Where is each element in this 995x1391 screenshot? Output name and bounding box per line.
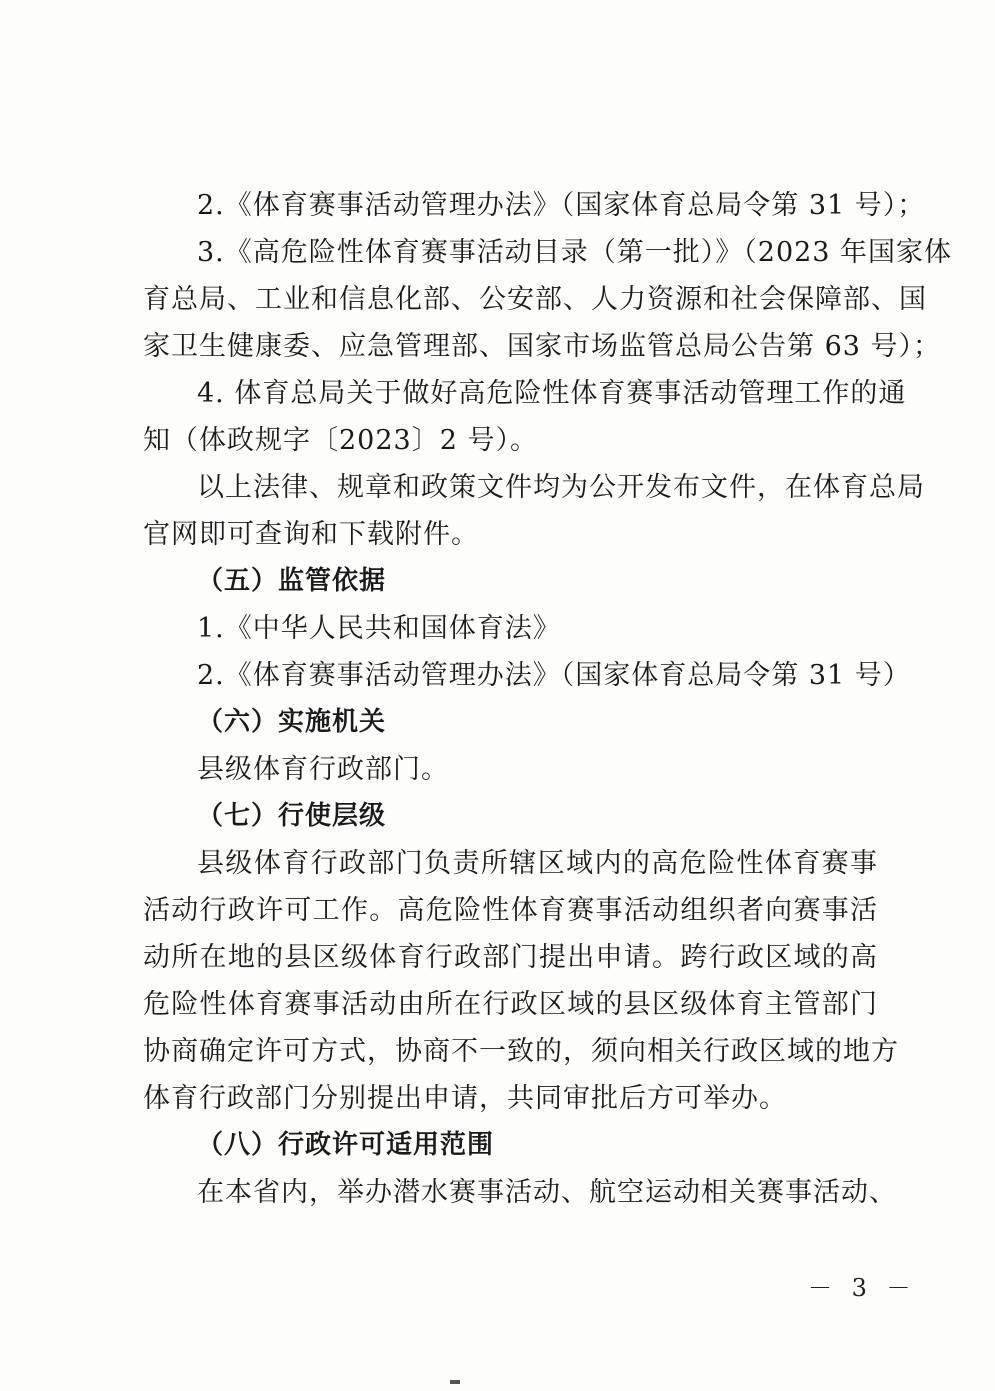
reference-item-3-line-1: 3.《高危险性体育赛事活动目录（第一批）》（2023 年国家体 bbox=[197, 237, 953, 268]
exercise-level-line-6: 体育行政部门分别提出申请，共同审批后方可举办。 bbox=[143, 1083, 787, 1114]
page-number: － 3 － bbox=[808, 1274, 917, 1302]
document-body bbox=[143, 182, 953, 1216]
public-files-note-line-2: 官网即可查询和下载附件。 bbox=[143, 519, 479, 550]
public-files-note-line-1: 以上法律、规章和政策文件均为公开发布文件，在体育总局 bbox=[197, 472, 925, 503]
reference-item-3-line-2: 育总局、工业和信息化部、公安部、人力资源和社会保障部、国 bbox=[143, 284, 927, 315]
reference-item-4-line-1: 4. 体育总局关于做好高危险性体育赛事活动管理工作的通 bbox=[197, 378, 907, 409]
scope-line-1: 在本省内，举办潜水赛事活动、航空运动相关赛事活动、 bbox=[197, 1177, 897, 1208]
exercise-level-line-1: 县级体育行政部门负责所辖区域内的高危险性体育赛事 bbox=[197, 848, 878, 879]
section-heading-implementing-authority: （六）实施机关 bbox=[197, 707, 387, 737]
exercise-level-line-5: 协商确定许可方式，协商不一致的，须向相关行政区域的地方 bbox=[143, 1036, 899, 1067]
supervision-basis-item-2: 2.《体育赛事活动管理办法》（国家体育总局令第 31 号） bbox=[197, 660, 911, 691]
implementing-authority-text: 县级体育行政部门。 bbox=[197, 754, 449, 785]
section-heading-scope: （八）行政许可适用范围 bbox=[197, 1130, 495, 1160]
reference-item-4-line-2: 知（体政规字〔2023〕2 号）。 bbox=[143, 425, 538, 456]
exercise-level-line-3: 动所在地的县区级体育行政部门提出申请。跨行政区域的高 bbox=[143, 942, 878, 973]
supervision-basis-item-1: 1.《中华人民共和国体育法》 bbox=[197, 613, 561, 644]
exercise-level-line-2: 活动行政许可工作。高危险性体育赛事活动组织者向赛事活 bbox=[143, 895, 878, 926]
section-heading-supervision-basis: （五）监管依据 bbox=[197, 566, 387, 596]
section-heading-exercise-level: （七）行使层级 bbox=[197, 801, 387, 831]
reference-item-2: 2.《体育赛事活动管理办法》（国家体育总局令第 31 号）； bbox=[197, 190, 926, 221]
reference-item-3-line-3: 家卫生健康委、应急管理部、国家市场监管总局公告第 63 号）； bbox=[143, 331, 942, 362]
scan-artifact bbox=[450, 1380, 460, 1384]
exercise-level-line-4: 危险性体育赛事活动由所在行政区域的县区级体育主管部门 bbox=[143, 989, 878, 1020]
